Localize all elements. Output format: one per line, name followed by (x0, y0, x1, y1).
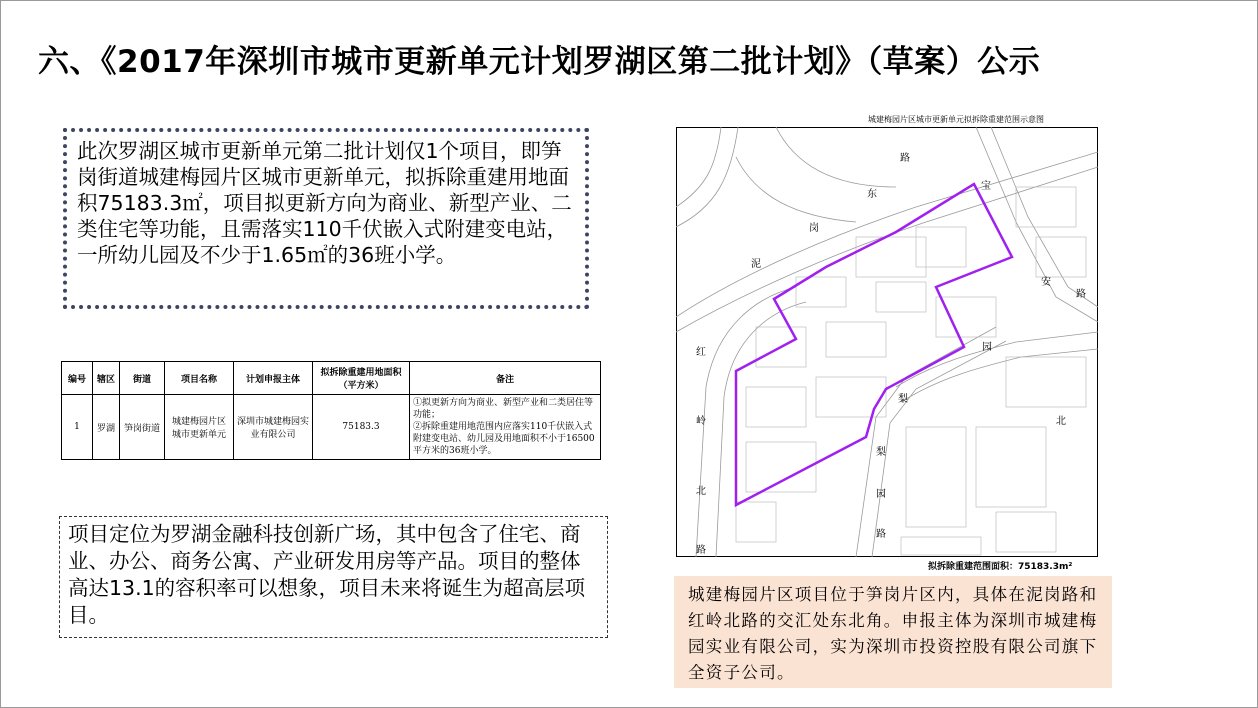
cell-street: 笋岗街道 (120, 395, 165, 460)
cell-area: 75183.3 (313, 395, 410, 460)
cell-note (410, 395, 601, 460)
col-header: 计划申报主体 (234, 362, 313, 395)
col-header: 辖区 (93, 362, 120, 395)
road-char: 梨 (898, 394, 908, 405)
road-char: 北 (696, 486, 706, 497)
map-title: 城建梅园片区城市更新单元拟拆除重建范围示意图 (868, 115, 1044, 124)
road-char: 路 (696, 545, 706, 556)
road-char: 路 (1076, 289, 1086, 300)
cell-no: 1 (62, 395, 93, 460)
road-char: 梨 (876, 447, 886, 458)
note-line-1: ①拟更新方向为商业、新型产业和二类居住等功能； (413, 398, 594, 420)
map-border (677, 128, 1098, 557)
note-line-2: ②拆除重建用地范围内应落实110千伏嵌入式附建变电站、幼儿园及用地面积不小于16500平方米的36班小学。 (413, 422, 595, 456)
project-table (61, 361, 601, 460)
positioning-box: 项目定位为罗湖金融科技创新广场，其中包含了住宅、商业、办公、商务公寓、产业研发用房等产品。项目的整体高达13.1的容积率可以想象，项目未来将诞生为超高层项目。 (59, 516, 608, 638)
road-char: 宝 (981, 181, 991, 192)
site-map (676, 127, 1098, 557)
road-char: 园 (876, 489, 886, 500)
map-area-label: 拟拆除重建范围面积：75183.3m² (928, 562, 1073, 572)
col-header: 项目名称 (165, 362, 234, 395)
col-header: 备注 (410, 362, 601, 395)
road-char: 泥 (751, 259, 761, 270)
table-row (62, 395, 601, 460)
slide-title: 六、《2017年深圳市城市更新单元计划罗湖区第二批计划》（草案）公示 (38, 44, 1041, 80)
road-char: 红 (696, 347, 706, 358)
cell-applicant: 深圳市城建梅园实业有限公司 (234, 395, 313, 460)
cell-district: 罗湖 (93, 395, 120, 460)
road-char: 安 (1041, 277, 1051, 288)
location-caption: 城建梅园片区项目位于笋岗片区内，具体在泥岗路和红岭北路的交汇处东北角。申报主体为深圳市城建梅园实业有限公司，实为深圳市投资控股有限公司旗下全资子公司。 (674, 576, 1112, 688)
col-header: 编号 (62, 362, 93, 395)
road-char: 岭 (696, 416, 706, 427)
summary-box: 此次罗湖区城市更新单元第二批计划仅1个项目，即笋岗街道城建梅园片区城市更新单元，拟拆除重建用地面积75183.3㎡，项目拟更新方向为商业、新型产业、二类住宅等功能，且需落实110千伏嵌入式附建变电站，一所幼儿园及不少于1.65㎡的36班小学。 (63, 128, 589, 309)
road-char: 路 (876, 529, 886, 540)
col-header: 街道 (120, 362, 165, 395)
road-char: 东 (867, 189, 877, 200)
col-header: 拟拆除重建用地面积（平方米） (313, 362, 410, 395)
table-header-row (62, 362, 601, 395)
cell-project: 城建梅园片区城市更新单元 (165, 395, 234, 460)
road-char: 北 (1056, 416, 1066, 427)
road-char: 岗 (809, 223, 819, 234)
road-char: 路 (900, 153, 910, 164)
road-char: 园 (982, 342, 992, 353)
